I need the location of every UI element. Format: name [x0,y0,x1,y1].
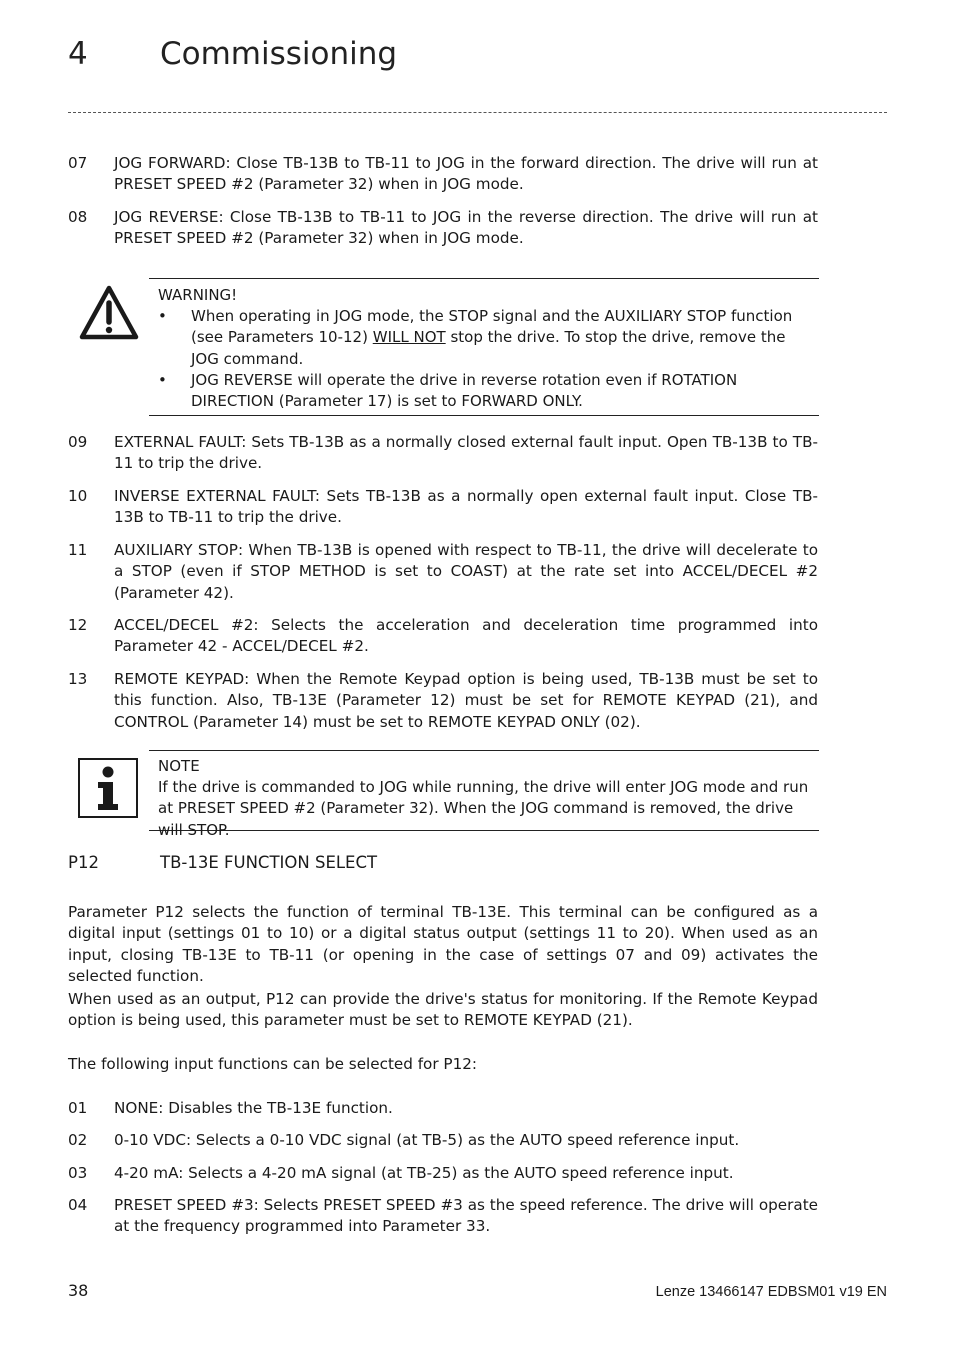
warning-text-underlined: WILL NOT [372,328,446,347]
list-item [68,540,818,604]
item-number: 07 [68,154,88,172]
warning-text-1a: When operating in JOG mode, the STOP signal and the AUXILIARY STOP function (see Parameters 10-12) [191,307,793,347]
item-text: NONE: Disables the TB-13E function. [114,1099,393,1117]
list-item [68,1163,818,1184]
section-title: TB-13E FUNCTION SELECT [160,853,378,872]
list-item [68,1098,818,1119]
bullet-dot: • [158,307,167,325]
bullet-dot: • [158,370,167,389]
note-box [149,750,819,839]
warning-text-1b: stop the drive. To stop the drive, remove the JOG command. [191,328,786,368]
item-text: AUXILIARY STOP: When TB-13B is opened with respect to TB-11, the drive will decelerate to a STOP (even if STOP METHOD is set to COAST) at the rate set into ACCEL/DECEL #2 (Parameter 42). [114,541,818,602]
list-item [68,615,818,658]
item-number: 03 [68,1164,88,1182]
info-icon [78,758,138,818]
warning-triangle-icon [78,284,140,342]
page-number: 38 [68,1281,89,1300]
section-code: P12 [68,853,99,872]
warning-text-2: JOG REVERSE will operate the drive in reverse rotation even if ROTATION DIRECTION (Parameter 17) is set to FORWARD ONLY. [191,370,738,411]
item-text: 0-10 VDC: Selects a 0-10 VDC signal (at TB-5) as the AUTO speed reference input. [114,1131,740,1149]
list-item [68,1130,818,1151]
item-number: 10 [68,487,88,505]
item-text: INVERSE EXTERNAL FAULT: Sets TB-13B as a normally open external fault input. Close TB-13B to TB-11 to trip the drive. [114,487,818,527]
paragraph: Parameter P12 selects the function of terminal TB-13E. This terminal can be configured as a digital input (settings 01 to 10) or a digital status output (settings 11 to 20). When used as an input, closing TB-13E to TB-11 (or opening in the case of settings 07 and 09) activates the selected function. [68,903,818,985]
paragraph: The following input functions can be selected for P12: [68,1055,478,1073]
item-text: 4-20 mA: Selects a 4-20 mA signal (at TB-25) as the AUTO speed reference input. [114,1164,734,1182]
warning-bullet [158,306,810,370]
list-item [68,153,818,196]
item-number: 13 [68,670,88,688]
list-item [68,1195,818,1238]
item-number: 02 [68,1131,88,1149]
item-text: PRESET SPEED #3: Selects PRESET SPEED #3 as the speed reference. The drive will operate at the frequency programmed into Parameter 33. [114,1196,818,1236]
chapter-title: Commissioning [160,36,398,72]
item-number: 04 [68,1196,88,1214]
item-text: REMOTE KEYPAD: When the Remote Keypad option is being used, TB-13B must be set to this function. Also, TB-13E (Parameter 12) must be set for REMOTE KEYPAD (21), and CONTROL (Parameter 14) must be set to REMOTE KEYPAD ONLY (02). [114,670,818,731]
list-item [68,486,818,529]
note-text: If the drive is commanded to JOG while running, the drive will enter JOG mode and run at PRESET SPEED #2 (Parameter 32). When the JOG command is removed, the drive will STOP. [158,778,809,839]
note-title: NOTE [158,757,200,775]
item-number: 01 [68,1099,88,1117]
warning-bullet [158,370,810,413]
item-text: JOG FORWARD: Close TB-13B to TB-11 to JOG in the forward direction. The drive will run at PRESET SPEED #2 (Parameter 32) when in JOG mode. [114,154,818,194]
header-divider [68,112,887,113]
warning-body [158,306,810,412]
item-number: 09 [68,433,88,451]
list-item [68,207,818,250]
paragraph: When used as an output, P12 can provide the drive's status for monitoring. If the Remote Keypad option is being used, this parameter must be set to REMOTE KEYPAD (21). [68,990,818,1030]
document-reference: Lenze 13466147 EDBSM01 v19 EN [655,1284,887,1300]
item-text: JOG REVERSE: Close TB-13B to TB-11 to JOG in the reverse direction. The drive will run at PRESET SPEED #2 (Parameter 32) when in JOG mode. [114,208,818,248]
item-number: 11 [68,541,88,559]
item-number: 08 [68,208,88,226]
chapter-number: 4 [68,36,88,72]
warning-box [149,278,819,416]
warning-title: WARNING! [158,286,238,304]
item-text: ACCEL/DECEL #2: Selects the acceleration and deceleration time programmed into Parameter 42 - ACCEL/DECEL #2. [114,616,818,656]
item-number: 12 [68,616,88,634]
item-text: EXTERNAL FAULT: Sets TB-13B as a normally closed external fault input. Open TB-13B to TB-11 to trip the drive. [114,433,818,473]
list-item [68,669,818,733]
list-item [68,432,818,475]
